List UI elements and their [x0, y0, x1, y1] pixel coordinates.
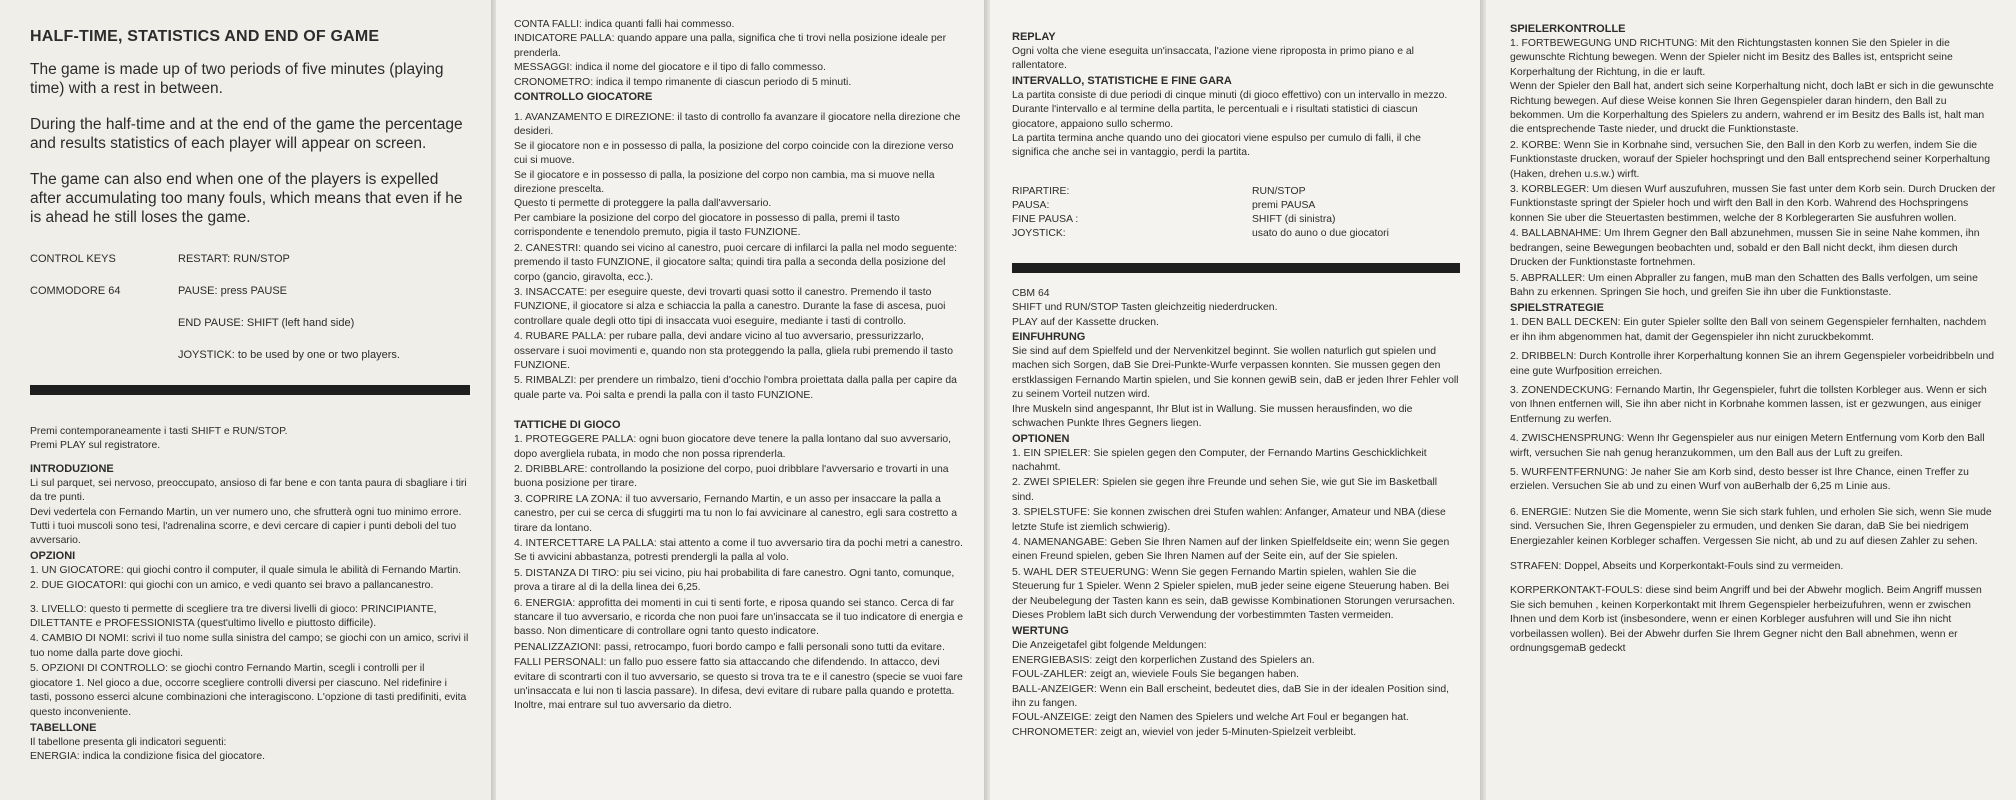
list-item: 5. DISTANZA DI TIRO: piu sei vicino, piu hai probabilita di fare canestro. Ogni tanto, comunque, prova a tirare al di la della linea dei 6,25.	[514, 567, 955, 594]
key-label: JOYSTICK:	[1012, 227, 1066, 239]
paragraph: The game is made up of two periods of five minutes (playing time) with a rest in between.	[30, 61, 444, 97]
paragraph: Ihre Muskeln sind angespannt, Ihr Blut ist in Wallung. Sie mussen herausfinden, wo die schwachen Punkte Ihres Gegners liegen.	[1012, 403, 1413, 430]
list-item: 3. SPIELSTUFE: Sie konnen zwischen drei Stufen wahlen: Anfanger, Amateur und NBA (diese letzte Stufe ist ziemlich schwierig).	[1012, 507, 1446, 533]
list-item: 1. UN GIOCATORE: qui giochi contro il computer, il quale simula le abilità di Fernando Martin.	[30, 564, 462, 576]
section-title: HALF-TIME, STATISTICS AND END OF GAME	[30, 28, 380, 45]
paragraph: La partita termina anche quando uno dei giocatori viene espulso per cumulo di falli, il che significa che anche sei in vantaggio, perdi la partita.	[1012, 133, 1421, 159]
paragraph: FALLI PERSONALI: un fallo puo essere fatto sia attaccando che difendendo. In attacco, devi evitare di scontrarti con il tuo avversario, se questo si trova tra te e il canestro (specie se vuoi fare un'insaccata e lui non ti lascia passare). In difesa, devi evitare di rubare palla quando e protetta. Inoltre, mai entrare sul tuo avversario da dietro.	[514, 657, 963, 712]
panel-german	[1486, 0, 2016, 800]
paragraph: Ogni volta che viene eseguita un'insaccata, l'azione viene riproposta in primo piano e al rallentatore.	[1012, 46, 1414, 72]
list-item: 3. KORBLEGER: Um diesen Wurf auszufuhren, mussen Sie fast unter dem Korb sein. Durch Drucken der Funktionstaste springt der Spieler hoch und wirft den Ball in den Korb. Wahrend des Hochspringens konnen Sie uber die Steuertasten bestimmen, welche der 8 Korblegerarten Sie ausfuhren wollen.	[1510, 184, 1996, 224]
list-item: 4. CAMBIO DI NOMI: scrivi il tuo nome sulla sinistra del campo; se giochi con un amico, scrivi il tuo nome dalla parte dove giochi.	[30, 633, 469, 659]
key-label: FINE PAUSA :	[1012, 213, 1079, 225]
list-item: 1. AVANZAMENTO E DIREZIONE: il tasto di controllo fa avanzare il giocatore nella direzione che desideri.	[514, 112, 961, 138]
key-label: RIPARTIRE:	[1012, 185, 1070, 197]
control-keys-heading: CONTROL KEYS	[30, 253, 116, 265]
list-item: 3. ZONENDECKUNG: Fernando Martin, Ihr Gegenspieler, fuhrt die tollsten Korbleger aus. Wenn er sich von Ihnen entfernen will, Sie ihn aber nicht in Korbnahe kommen lassen, ist er gezwungen, aus einiger Entfernung zu werfen.	[1510, 384, 1987, 425]
key-value: SHIFT (di sinistra)	[1252, 213, 1336, 225]
paragraph: Durante l'intervallo e al termine della partita, le percentuali e i risultati statistici di ciascun giocatore, appaiono sullo schermo.	[1012, 104, 1418, 130]
list-item: 2. DRIBBLARE: controllando la posizione del corpo, puoi dribblare l'avversario e trovarti in una buona posizione per tirare.	[514, 463, 949, 490]
control-keys-table	[1012, 185, 1460, 241]
heading-controllo: CONTROLLO GIOCATORE	[514, 91, 653, 104]
list-item: 1. PROTEGGERE PALLA: ogni buon giocatore deve tenere la palla lontano dal suo avversario, dopo avergliela rubata, in modo che non possa riprenderla.	[514, 434, 952, 460]
paragraph: Se il giocatore e in possesso di palla, la posizione del corpo non cambia, ma si muove nella direzione prescelta.	[514, 169, 935, 196]
panel-italian	[496, 0, 984, 800]
list-item: 1. FORTBEWEGUNG UND RICHTUNG: Mit den Richtungstasten konnen Sie den Spieler in die gewunschte Richtung bewegen. Wenn der Spieler nicht im Besitz des Balles ist, entspricht seine Korperhaltung der Richtung, in die er lauft.	[1510, 38, 1953, 78]
list-item: 5. WAHL DER STEUERUNG: Wenn Sie gegen Fernando Martin spielen, wahlen Sie die Steuerung fur 1 Spieler. Wenn 2 Spieler spielen, muB jeder seine eigene Steuerung haben. Bei der Neubelegung der Tasten kann es sein, daB gewisse Kombinationen Storungen verursachen. Dieses Problem laBt sich durch Verwendung der vorbestimmten Tasten vermeiden.	[1012, 566, 1455, 621]
text-line: Die Anzeigetafel gibt folgende Meldungen:	[1012, 640, 1207, 652]
list-item: 1. DEN BALL DECKEN: Ein guter Spieler sollte den Ball von seinem Gegenspieler fernhalten, nachdem er ihn ihm abgenommen hat, damit der Gegenspieler ihn nicht zuruckbekommt.	[1510, 317, 1987, 343]
paragraph: The game can also end when one of the players is expelled after accumulating too many fouls, which means that even if he is ahead he still loses the game.	[30, 171, 463, 226]
text-line: Premi PLAY sul registratore.	[30, 440, 161, 452]
list-item: 3. INSACCATE: per eseguire queste, devi trovarti quasi sotto il canestro. Premendo il tasto FUNZIONE, il giocatore si alza e schiaccia la palla a canestro. Durante la fase di ascesa, puoi controllare quale degli otto tipi di insaccata vuoi eseguire, mediante i tasti di controllo.	[514, 286, 946, 327]
heading-tattiche: TATTICHE DI GIOCO	[514, 419, 621, 432]
text-line: CONTA FALLI: indica quanti falli hai commesso.	[514, 19, 735, 30]
control-keys-table	[30, 253, 470, 361]
text-line: PLAY auf der Kassette drucken.	[1012, 316, 1159, 328]
control-pause: PAUSE: press PAUSE	[178, 285, 288, 297]
list-item: 2. CANESTRI: quando sei vicino al canestro, puoi cercare di infilarci la palla nel modo seguente: premendo il tasto FUNZIONE, il giocatore salta; quindi tira palla a seconda della posizione del corpo (gancio, giravolta, ecc.).	[514, 242, 957, 283]
paragraph: La partita consiste di due periodi di cinque minuti (di gioco effettivo) con un intervallo in mezzo.	[1012, 89, 1448, 101]
key-value: premi PAUSA	[1252, 199, 1316, 211]
paragraph: Questo ti permette di proteggere la palla dall'avversario.	[514, 198, 772, 210]
text-line: FOUL-ZAHLER: zeigt an, wieviele Fouls Sie begangen haben.	[1012, 669, 1300, 681]
control-endpause: END PAUSE: SHIFT (left hand side)	[178, 317, 355, 329]
list-item: 5. RIMBALZI: per prendere un rimbalzo, tieni d'occhio l'ombra proiettata dalla palla per capire da quale parte va. Poi salta e prendi la palla con il tasto FUNZIONE.	[514, 375, 957, 401]
text-line: FOUL-ANZEIGE: zeigt den Namen des Spielers und welche Art Foul er begangen hat.	[1012, 712, 1409, 724]
heading-opzioni: OPZIONI	[30, 549, 76, 562]
control-joystick: JOYSTICK: to be used by one or two players.	[178, 349, 400, 361]
text-line: Premi contemporaneamente i tasti SHIFT e RUN/STOP.	[30, 426, 288, 437]
paragraph: During the half-time and at the end of the game the percentage and results statistics of each player will appear on screen.	[30, 116, 463, 152]
list-item: 6. ENERGIA: approfitta dei momenti in cui ti senti forte, e riposa quando sei stanco. Cerca di far stancare il tuo avversario, e ricorda che non puoi fare un'insaccata se il tuo indicatore di energia e basso. Non dimenticare di controllare ogni tanto questo indicatore.	[514, 597, 964, 638]
list-item: 4. ZWISCHENSPRUNG: Wenn Ihr Gegenspieler aus nur einigen Metern Entfernung vom Korb den Ball wirft, versuchen Sie nah genug heranzukommen, um den Ball aus der Luft zu greifen.	[1510, 433, 1985, 459]
panel-italian-german	[990, 0, 1480, 800]
heading-optionen: OPTIONEN	[1012, 432, 1070, 445]
heading-tabellone: TABELLONE	[30, 721, 97, 734]
list-item: 2. DRIBBELN: Durch Kontrolle ihrer Korperhaltung konnen Sie an ihrem Gegenspieler vorbeidribbeln und eine gute Wurfposition erreichen.	[1510, 351, 1995, 377]
heading-introduzione: INTRODUZIONE	[30, 462, 114, 475]
paragraph: Wenn der Spieler den Ball hat, andert sich seine Korperhaltung nicht, doch laBt er sich in die gewunschte Richtung bewegen. Auf diese Weise konnen Sie Ihren Gegenspieler daran hindern, den Ball zu bekommen. Um die Korperhaltung des Spielers zu andern, wahrend er im Besitz des Balls ist, halt man die entsprechende Taste nieder, und druckt die Funktionstaste.	[1510, 81, 1994, 136]
list-item: 4. RUBARE PALLA: per rubare palla, devi andare vicino al tuo avversario, pressurizzarlo, osservare i suoi movimenti e, quando non sta proteggendo la palla, gliela rubi premendo il tasto FUNZIONE.	[514, 331, 953, 371]
paragraph: KORPERKONTAKT-FOULS: diese sind beim Angriff und bei der Abwehr moglich. Beim Angriff mussen Sie sich bemuhen , keinen Korperkontakt mit Ihrem Gegenspieler herbeizufuhren, wenn er zwischen Ihnen und dem Korb ist (insbesondere, wenn er einen Korbleger ausfuhren will und Sie ihn nicht vorbeilassen wollen). Bei der Abwehr durfen Sie Ihrem Gegner nicht den Ball abnehmen, wenn er ordnungsgemaB gedeckt	[1510, 585, 1982, 655]
text-line: CRONOMETRO: indica il tempo rimanente di ciascun periodo di 5 minuti.	[514, 76, 852, 88]
list-item: 1. EIN SPIELER: Sie spielen gegen den Computer, der Fernando Martins Geschicklichkeit nachahmt.	[1012, 447, 1427, 473]
list-item: 5. OPZIONI DI CONTROLLO: se giochi contro Fernando Martin, scegli i controlli per il giocatore 1. Nel gioco a due, occorre scegliere controlli diversi per ciascuno. Nel ridefinire i tasti, possono esserci alcune combinazioni che interagiscono. L'opzione di tasti predifiniti, evita questo inconveniente.	[30, 663, 467, 718]
heading-wertung: WERTUNG	[1012, 625, 1069, 638]
paragraph: PENALIZZAZIONI: passi, retrocampo, fuori bordo campo e falli personali sono tutti da evitare.	[514, 641, 945, 653]
paragraph: STRAFEN: Doppel, Abseits und Korperkontakt-Fouls sind zu vermeiden.	[1510, 561, 1844, 572]
list-item: 2. ZWEI SPIELER: Spielen sie gegen ihre Freunde und sehen Sie, wie gut Sie im Basketball sind.	[1012, 477, 1438, 503]
divider-bar	[30, 385, 470, 395]
paragraph: Tutti i tuoi muscoli sono tesi, l'adrenalina scorre, e devi cercare di capier i punti deboli del tuo avversario.	[30, 521, 457, 547]
list-item: 6. ENERGIE: Nutzen Sie die Momente, wenn Sie sich stark fuhlen, und erholen Sie sich, wenn Sie mude sind. Versuchen Sie, Ihren Gegenspieler zu ermuden, und denken Sie daran, daB Sie bei niedrigem Energiezahler keinen Korbleger schaffen. Vergessen Sie nicht, ab und zu auf diesen Zahler zu sehen.	[1510, 506, 1992, 547]
list-item: 2. KORBE: Wenn Sie in Korbnahe sind, versuchen Sie, den Ball in den Korb zu werfen, indem Sie die Funktionstaste drucken, worauf der Spieler hochspringt und den Ball entsprechend seiner Korperhaltung (Haken, drehen u.s.w.) wirft.	[1510, 139, 1990, 180]
list-item: 3. COPRIRE LA ZONA: il tuo avversario, Fernando Martin, e un asso per insaccare la palla a canestro, per cui se cerca di sfuggirti ma tu non lo fai avvicinare al canestro, egli sara costretto a tirare da lontano.	[514, 493, 957, 534]
text-line: MESSAGGI: indica il nome del giocatore e il tipo di fallo commesso.	[514, 62, 826, 74]
text-line: ENERGIA: indica la condizione fisica del giocatore.	[30, 751, 266, 763]
list-item: 3. LIVELLO: questo ti permette di scegliere tra tre diversi livelli di gioco: PRINCIPIANTE, DILETTANTE e PROFESSIONISTA (quest'ultimo livello e piuttosto difficile).	[30, 603, 437, 630]
list-item: 5. WURFENTFERNUNG: Je naher Sie am Korb sind, desto besser ist Ihre Chance, einen Treffer zu erzielen. Versuchen Sie ab und zu einen Wurf von auBerhalb der 6,25 m Linie aus.	[1510, 466, 1969, 493]
divider-bar	[1012, 263, 1460, 273]
list-item: 4. BALLABNAHME: Um Ihrem Gegner den Ball abzunehmen, mussen Sie in seine Nahe kommen, ihn bedrangen, seine Bewegungen beobachten und, sobald er den Ball nicht deckt, ihm diesen durch Drucken der Funktionstaste fortnehmen.	[1510, 228, 1980, 269]
control-restart: RESTART: RUN/STOP	[178, 253, 290, 265]
text-line: INDICATORE PALLA: quando appare una palla, significa che ti trovi nella posizione ideale per prenderla.	[514, 33, 947, 59]
list-item: 5. ABPRALLER: Um einen Abpraller zu fangen, muB man den Schatten des Balls verfolgen, um seine Bahn zu erkennen. Springen Sie hoch, und greifen Sie ihn uber die Funktionstaste.	[1510, 272, 1978, 298]
text-line: SHIFT und RUN/STOP Tasten gleichzeitig niederdrucken.	[1012, 302, 1278, 314]
panel-english-italian	[0, 0, 492, 800]
text-line: CHRONOMETER: zeigt an, wieviel von jeder 5-Minuten-Spielzeit verbleibt.	[1012, 726, 1357, 738]
paragraph: Per cambiare la posizione del corpo del giocatore in possesso di palla, premi il tasto corrispondente e tenendolo premuto, pigia il tasto FUNZIONE.	[514, 212, 900, 239]
heading-spielerkontrolle: SPIELERKONTROLLE	[1510, 23, 1626, 35]
list-item: 2. DUE GIOCATORI: qui giochi con un amico, e vedi quanto sei bravo a pallancanestro.	[30, 580, 434, 592]
key-label: PAUSA:	[1012, 199, 1050, 211]
text-line: Il tabellone presenta gli indicatori seguenti:	[30, 736, 227, 748]
list-item: 4. INTERCETTARE LA PALLA: stai attento a come il tuo avversario tira da pochi metri a canestro. Se ti avvicini abbastanza, potresti prendergli la palla al volo.	[514, 538, 963, 564]
text-line: CBM 64	[1012, 287, 1050, 299]
heading-replay: REPLAY	[1012, 31, 1056, 43]
key-value: RUN/STOP	[1252, 185, 1306, 197]
heading-spielstrategie: SPIELSTRATEGIE	[1510, 302, 1604, 315]
heading-einfuhrung: EINFUHRUNG	[1012, 331, 1086, 344]
heading-intervallo: INTERVALLO, STATISTICHE E FINE GARA	[1012, 74, 1232, 87]
paragraph: Sie sind auf dem Spielfeld und der Nervenkitzel beginnt. Sie wollen naturlich gut spielen und machen sich Sorgen, daB Sie Drei-Punkte-Wurfe verpassen konnten. Sie mussen gegen den erstklassigen Fernando Martin spielen, und Sie konnen gewiB sein, daB er jeden Ihrer Fehler voll zu seinem Vorteil nutzen wird.	[1012, 346, 1459, 401]
paragraph: Li sul parquet, sei nervoso, preoccupato, ansioso di far bene e con tanta paura di sbagliare i tiri da tre punti.	[30, 477, 467, 504]
paragraph: Se il giocatore non e in possesso di palla, la posizione del corpo coincide con la direzione verso cui si muove.	[514, 140, 954, 167]
control-machine: COMMODORE 64	[30, 285, 121, 297]
paragraph: Devi vedertela con Fernando Martin, un ver numero uno, che sfrutterà ogni tuo minimo errore.	[30, 506, 462, 518]
text-line: ENERGIEBASIS: zeigt den korperlichen Zustand des Spielers an.	[1012, 654, 1315, 666]
list-item: 4. NAMENANGABE: Geben Sie Ihren Namen auf der linken Spielfeldseite ein; wenn Sie gegen einen Freund spielen, geben Sie Ihren Namen auf der Seite ein, auf der Sie spielen.	[1012, 536, 1450, 563]
key-value: usato do auno o due giocatori	[1252, 227, 1389, 239]
text-line: BALL-ANZEIGER: Wenn ein Ball erscheint, bedeutet dies, daB Sie in der idealen Position sind, ihn zu fangen.	[1012, 683, 1450, 709]
